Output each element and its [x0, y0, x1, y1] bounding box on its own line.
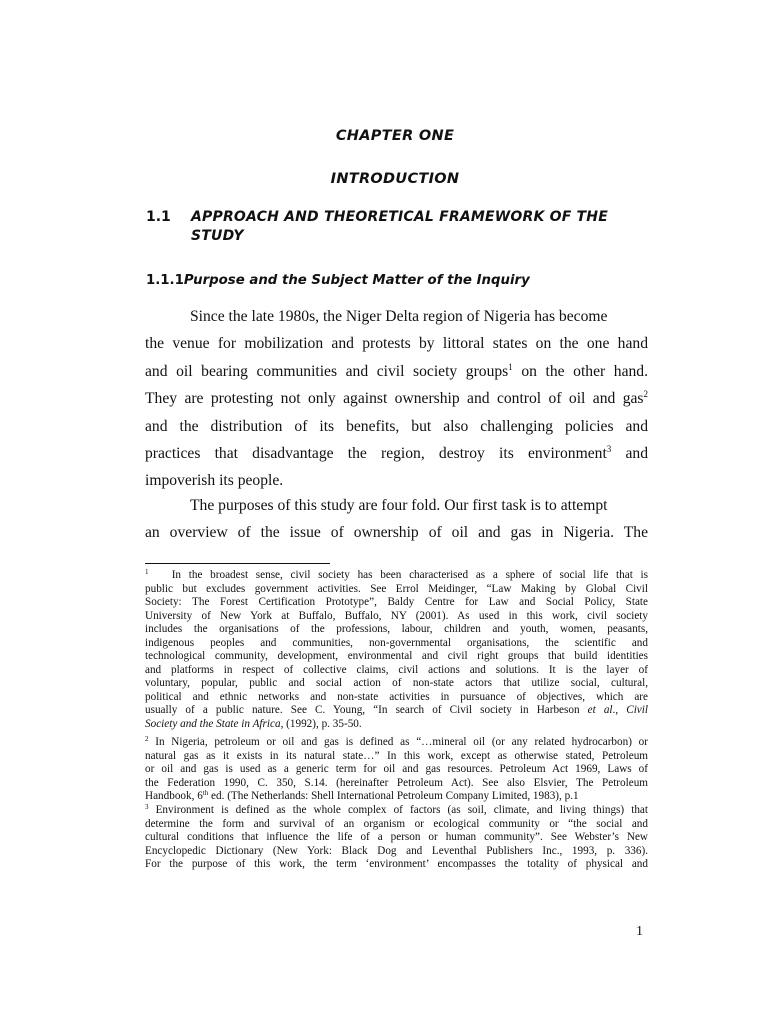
section-title-line2: STUDY	[191, 228, 244, 244]
text-run: and oil bearing communities and civil society groups	[145, 362, 509, 380]
paragraph-line: and the distribution of its benefits, but also challenging policies and	[145, 417, 648, 435]
footnote-line: public but excludes government activities. See Errol Meidinger, “Law Making by Global Civil	[145, 582, 648, 595]
footnote-line: voluntary, popular, public and social action of non-state actors that utilize social, cultural,	[145, 677, 648, 690]
paragraph-line	[145, 385, 648, 412]
body-paragraph-1	[145, 303, 648, 495]
footnote-line: natural gas as it exists in its natural state…” In this work, except as otherwise stated, Petroleum	[145, 749, 648, 762]
chapter-heading: CHAPTER ONE	[335, 128, 455, 144]
footnote-number: 1	[145, 569, 149, 576]
footnote-line: For the purpose of this work, the term ‘environment’ encompasses the totality of physical and	[145, 858, 648, 871]
subsection-1-1-1-heading	[146, 273, 646, 288]
paragraph-line	[145, 358, 648, 385]
footnote-line: technological community, development, environmental and civil right groups that build identities	[145, 650, 648, 663]
footnote-line	[145, 790, 648, 804]
footnote-3	[145, 804, 648, 872]
footnote-line	[145, 704, 648, 718]
paragraph-line	[145, 440, 648, 467]
text-run: ed. (The Netherlands: Shell International Petroleum Company Limited, 1983), p.1	[208, 790, 579, 803]
footnote-line: and platforms in respect of collective claims, civil actions and solutions. It is the layer of	[145, 663, 648, 676]
text-run: In Nigeria, petroleum or oil and gas is defined as “…mineral oil (or any related hydrocarbon) or	[148, 736, 648, 748]
text-run: on the other hand.	[512, 362, 648, 380]
text-run: practices that disadvantage the region, destroy its environment	[145, 444, 607, 462]
footnote-line	[145, 736, 648, 750]
section-title-line1: APPROACH AND THEORETICAL FRAMEWORK OF THE	[191, 209, 608, 225]
footnote-line	[145, 569, 648, 583]
footnote-number: 2	[145, 736, 149, 743]
paragraph-line: The purposes of this study are four fold. Our first task is to attempt	[190, 497, 608, 514]
footnote-line: Encyclopedic Dictionary (New York: Black Dog and Leventhal Publishers Inc., 1993, p. 336).	[145, 844, 648, 857]
footnote-line: or oil and gas is used as a generic term for oil and gas resources. Petroleum Act 1969, Laws of	[145, 763, 648, 776]
footnote-ref-1[interactable]: 1	[508, 361, 513, 372]
section-number: 1.1	[146, 209, 171, 225]
footnote-ref-3[interactable]: 3	[606, 443, 612, 454]
footnote-line	[145, 804, 648, 818]
footnote-line: political and ethnic networks and non-state activities in pursuance of objectives, which are	[145, 690, 648, 703]
text-run-italic: Society and the State in Africa	[145, 718, 281, 731]
subsection-title: Purpose and the Subject Matter of the Inquiry	[183, 273, 530, 288]
subsection-number: 1.1.1	[146, 273, 184, 288]
paragraph-line: impoverish its people.	[145, 472, 284, 490]
footnote-ref-2[interactable]: 2	[643, 389, 648, 400]
footnote-line: the Federation 1990, C. 350, S.14. (hereinafter Petroleum Act). See also Elsvier, The Petroleum	[145, 776, 648, 789]
body-paragraph-2	[145, 492, 648, 547]
paragraph-line: Since the late 1980s, the Niger Delta region of Nigeria has become	[190, 308, 608, 325]
text-run-italic: et al	[587, 704, 613, 717]
text-run: , (1992), p. 35-50.	[280, 718, 362, 731]
footnote-line	[145, 718, 648, 732]
footnote-line: indigenous peoples and communities, non-governmental organisations, the scientific and	[145, 636, 648, 649]
section-title	[191, 208, 651, 246]
footnote-2	[145, 736, 648, 804]
text-run: Environment is defined as the whole complex of factors (as soil, climate, and living things) that	[148, 804, 648, 816]
text-run-italic: Civil	[626, 704, 648, 717]
text-run: and	[611, 444, 648, 462]
text-run: They are protesting not only against ownership and control of oil and gas	[145, 390, 644, 408]
footnote-line: determine the form and survival of an organism or ecological community or “the social and	[145, 817, 648, 830]
footnote-line: cultural conditions that influence the life of a person or human community”. See Webster’s New	[145, 831, 648, 844]
text-run: Handbook, 6	[145, 790, 203, 803]
introduction-heading: INTRODUCTION	[330, 171, 460, 187]
paragraph-line: the venue for mobilization and protests by littoral states on the one hand	[145, 335, 648, 353]
footnote-1	[145, 569, 648, 732]
footnote-separator	[145, 563, 330, 564]
footnote-number: 3	[145, 804, 149, 811]
text-run: .,	[612, 704, 627, 717]
superscript: th	[202, 790, 209, 798]
page-number: 1	[636, 924, 643, 939]
paragraph-line: an overview of the issue of ownership of oil and gas in Nigeria. The	[145, 524, 648, 542]
footnote-line: Society: The Forest Certification Prototype”, Baldy Centre for Law and Social Policy, State	[145, 596, 648, 609]
footnote-line: University of New York at Buffalo, Buffalo, NY (2001). As used in this work, civil society	[145, 609, 648, 622]
text-run: In the broadest sense, civil society has been characterised as a sphere of social life that is	[171, 569, 648, 581]
text-run: usually of a public nature. See C. Young, “In search of Civil society in Harbeson	[145, 704, 588, 717]
footnote-line: includes the organisations of the professions, labour, children and youth, women, peasants,	[145, 623, 648, 636]
